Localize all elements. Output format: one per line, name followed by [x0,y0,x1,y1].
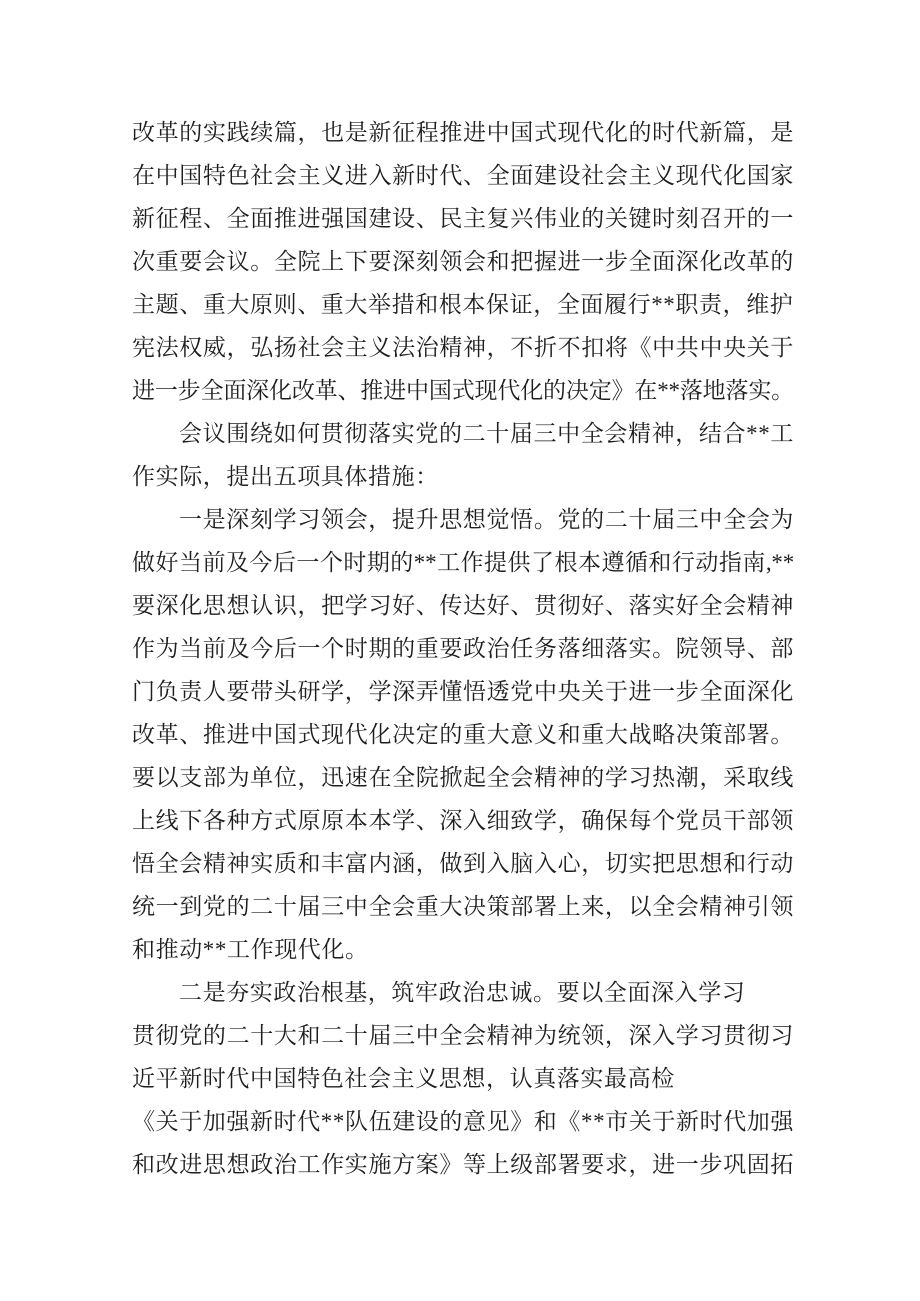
doc-line: 新征程、全面推进强国建设、民主复兴伟业的关键时刻召开的一 [132,206,794,231]
doc-line: 改革、推进中国式现代化决定的重大意义和重大战略决策部署。 [132,722,794,747]
doc-line: 上线下各种方式原原本本学、深入细致学，确保每个党员干部领 [132,808,794,833]
doc-line: 统一到党的二十届三中全会重大决策部署上来，以全会精神引领 [132,894,794,919]
doc-line: 主题、重大原则、重大举措和根本保证，全面履行**职责，维护 [132,292,794,317]
doc-line: 宪法权威，弘扬社会主义法治精神，不折不扣将《中共中央关于 [132,335,794,360]
paragraph-continuation [132,111,794,412]
paragraph-measures-intro [132,412,794,498]
doc-line: 门负责人要带头研学，学深弄懂悟透党中央关于进一步全面深化 [132,679,794,704]
doc-line: 进一步全面深化改革、推进中国式现代化的决定》在**落地落实。 [132,378,794,403]
doc-line: 会议围绕如何贯彻落实党的二十届三中全会精神，结合**工 [179,421,794,446]
doc-line: 要以支部为单位，迅速在全院掀起全会精神的学习热潮，采取线 [132,765,794,790]
doc-line: 要深化思想认识，把学习好、传达好、贯彻好、落实好全会精神 [132,593,794,618]
doc-line: 改革的实践续篇，也是新征程推进中国式现代化的时代新篇，是 [132,120,794,145]
doc-line: 近平新时代中国特色社会主义思想，认真落实最高检 [132,1066,675,1091]
doc-line: 作为当前及今后一个时期的重要政治任务落细落实。院领导、部 [132,636,794,661]
doc-line: 次重要会议。全院上下要深刻领会和把握进一步全面深化改革的 [132,249,794,274]
doc-line: 贯彻党的二十大和二十届三中全会精神为统领，深入学习贯彻习 [132,1023,794,1048]
doc-line: 和改进思想政治工作实施方案》等上级部署要求，进一步巩固拓 [132,1152,794,1177]
doc-line: 作实际，提出五项具体措施： [132,464,439,489]
doc-line: 一是深刻学习领会，提升思想觉悟。党的二十届三中全会为 [179,507,794,532]
doc-line: 和推动**工作现代化。 [132,937,369,962]
paragraph-measure-two [132,971,794,1186]
doc-line: 悟全会精神实质和丰富内涵，做到入脑入心，切实把思想和行动 [132,851,794,876]
paragraph-measure-one [132,498,794,971]
doc-line: 做好当前及今后一个时期的**工作提供了根本遵循和行动指南,** [132,550,794,575]
doc-line: 在中国特色社会主义进入新时代、全面建设社会主义现代化国家 [132,163,794,188]
doc-line: 二是夯实政治根基，筑牢政治忠诚。要以全面深入学习 [179,980,746,1005]
doc-line: 《关于加强新时代**队伍建设的意见》和《**市关于新时代加强 [132,1109,794,1134]
